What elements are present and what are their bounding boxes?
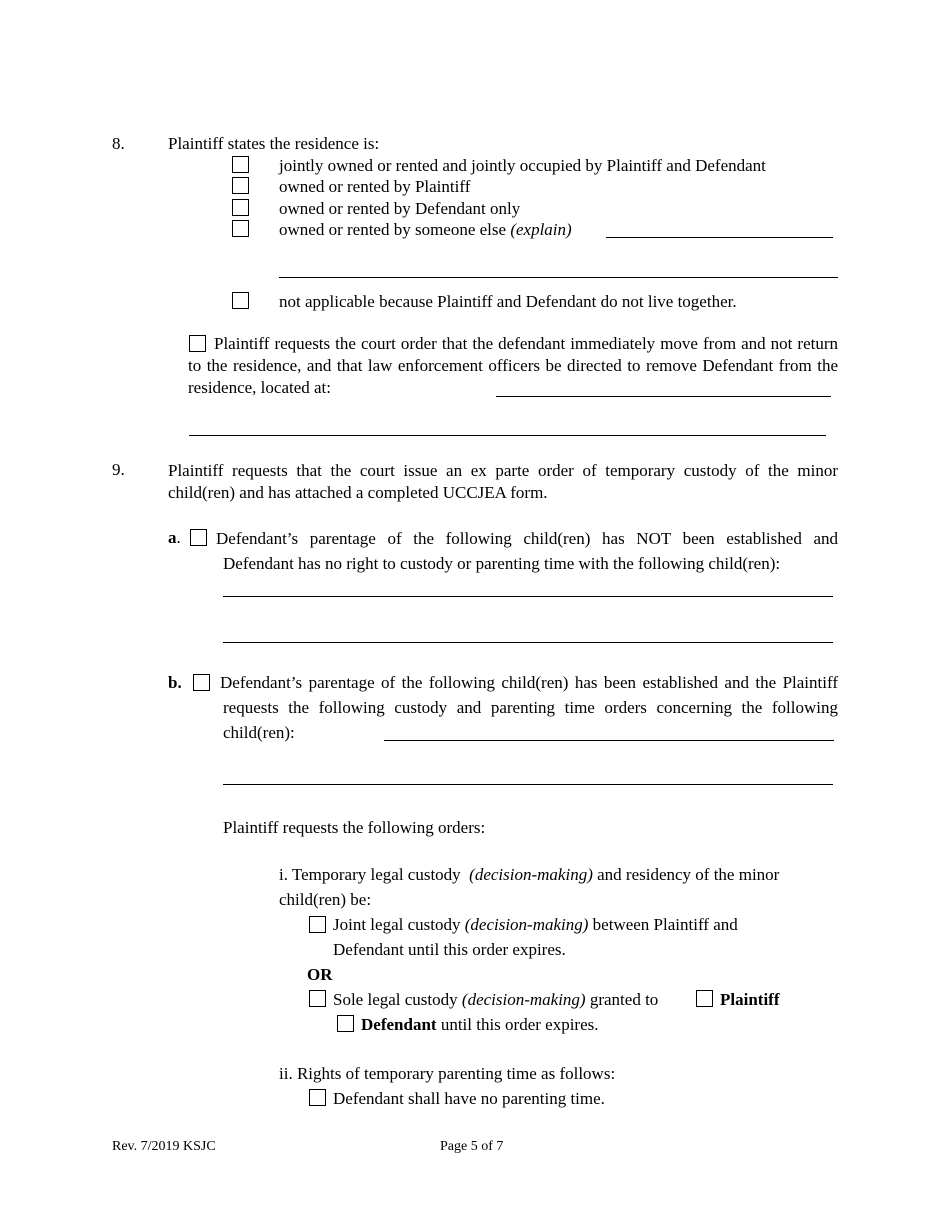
explain-line-2[interactable] [279, 277, 838, 278]
sole-legal-custody-text: Sole legal custody (decision-making) granted to [333, 990, 659, 1009]
item-b-checkbox[interactable] [193, 674, 210, 691]
sole-legal-custody-checkbox[interactable] [309, 990, 326, 1007]
owned-by-defendant-checkbox[interactable] [232, 199, 249, 216]
sole-custody-defendant-text: Defendant until this order expires. [361, 1015, 599, 1034]
owned-by-someone-else-checkbox[interactable] [232, 220, 249, 237]
move-request-text: Plaintiff requests the court order that the defendant immediately move from and not return to the residence, and that law enforcement officers be directed to remove Defendant from the residence, located at: [188, 334, 838, 397]
joint-legal-custody-checkbox[interactable] [309, 916, 326, 933]
section-9-number: 9. [112, 460, 125, 479]
residence-address-line-1[interactable] [496, 396, 831, 397]
item-b-children-line-2[interactable] [223, 784, 833, 785]
item-a-text: Defendant’s parentage of the following child(ren) has NOT been established and Defendant has no right to custody or parenting time with the following child(ren): [216, 529, 838, 573]
item-b-label: b. [168, 673, 182, 692]
item-b-children-line-1[interactable] [384, 740, 834, 741]
explain-line-1[interactable] [606, 237, 833, 238]
owned-by-plaintiff-checkbox[interactable] [232, 177, 249, 194]
jointly-owned-label: jointly owned or rented and jointly occupied by Plaintiff and Defendant [279, 156, 766, 175]
item-b-text: Defendant’s parentage of the following child(ren) has been established and the Plaintiff requests the following custody and parenting time orders concerning the following child(ren): [220, 673, 838, 742]
parenting-time-title: ii. Rights of temporary parenting time as follows: [279, 1064, 616, 1083]
orders-intro: Plaintiff requests the following orders: [223, 818, 486, 837]
not-applicable-label: not applicable because Plaintiff and Defendant do not live together. [279, 292, 737, 311]
section-9-intro: Plaintiff requests that the court issue an ex parte order of temporary custody of the minor child(ren) and has attached a completed UCCJEA form. [168, 461, 838, 502]
owned-by-plaintiff-label: owned or rented by Plaintiff [279, 177, 471, 196]
item-a-children-line-2[interactable] [223, 642, 833, 643]
item-a-label: a. [168, 528, 181, 547]
no-parenting-time-checkbox[interactable] [309, 1089, 326, 1106]
owned-by-someone-else-label: owned or rented by someone else (explain) [279, 220, 572, 239]
sole-custody-plaintiff-checkbox[interactable] [696, 990, 713, 1007]
item-a-children-line-1[interactable] [223, 596, 833, 597]
or-separator: OR [307, 965, 333, 984]
footer-revision: Rev. 7/2019 KSJC [112, 1139, 216, 1154]
joint-legal-custody-text: Joint legal custody (decision-making) between Plaintiff and Defendant until this order expires. [333, 915, 738, 959]
footer-page-number: Page 5 of 7 [440, 1139, 504, 1154]
section-8-number: 8. [112, 134, 125, 153]
jointly-owned-checkbox[interactable] [232, 156, 249, 173]
item-a-checkbox[interactable] [190, 529, 207, 546]
owned-by-defendant-label: owned or rented by Defendant only [279, 199, 521, 218]
sole-custody-plaintiff-label: Plaintiff [720, 990, 780, 1009]
no-parenting-time-label: Defendant shall have no parenting time. [333, 1089, 605, 1108]
sole-custody-defendant-checkbox[interactable] [337, 1015, 354, 1032]
explain-label: (explain) [510, 220, 572, 239]
section-8-intro: Plaintiff states the residence is: [168, 134, 380, 153]
residence-address-line-2[interactable] [189, 435, 826, 436]
not-applicable-checkbox[interactable] [232, 292, 249, 309]
temporary-legal-custody-text: i. Temporary legal custody (decision-making) and residency of the minor child(ren) be: [279, 865, 780, 909]
